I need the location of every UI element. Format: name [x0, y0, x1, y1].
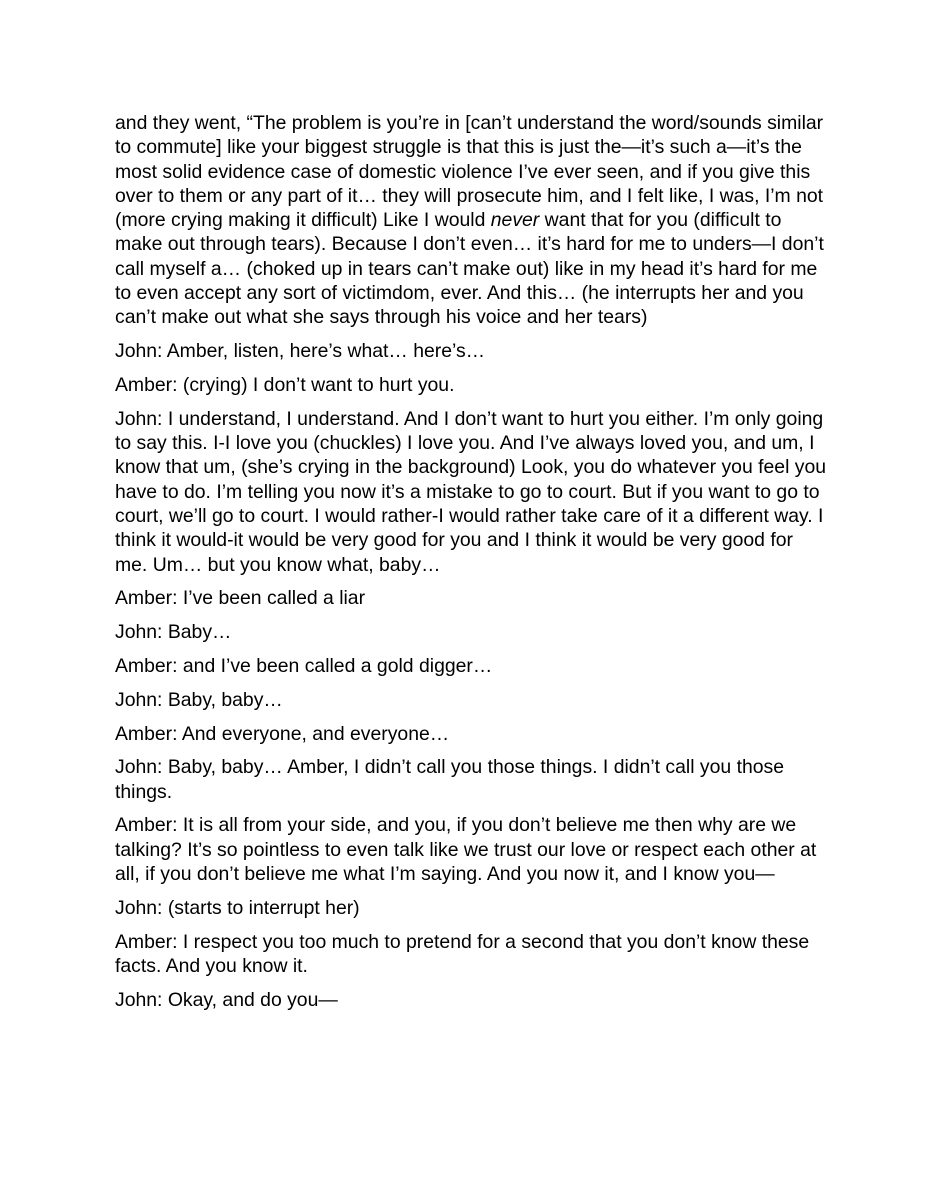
- dialogue-line: John: Baby…: [115, 621, 232, 644]
- dialogue-line: Amber: It is all from your side, and you, if you don’t believe me then why are we talking? It’s so pointless to even talk like we trust our love or respect each other at all, if you don’t believe me what I’m saying. And you now it, and I know you—: [115, 814, 817, 886]
- dialogue-line: John: (starts to interrupt her): [115, 896, 360, 919]
- dialogue-line: Amber: I respect you too much to pretend for a second that you don’t know these facts. And you know it.: [115, 930, 810, 977]
- dialogue-line: Amber: I’ve been called a liar: [115, 587, 366, 610]
- narration-emphasis: never: [490, 209, 540, 232]
- dialogue-line: Amber: (crying) I don’t want to hurt you.: [115, 373, 455, 396]
- paragraph-narration: [115, 111, 830, 330]
- dialogue-line: John: Okay, and do you—: [115, 988, 338, 1011]
- dialogue-line: John: I understand, I understand. And I don’t want to hurt you either. I’m only going to say this. I-I love you (chuckles) I love you. And I’ve always loved you, and um, I know that um, (she’s crying in the background) Look, you do whatever you feel you have to do. I’m telling you now it’s a mistake to go to court. But if you want to go to court, we’ll go to court. I would rather-I would rather take care of it a different way. I think it would-it would be very good for you and I think it would be very good for me. Um… but you know what, baby…: [115, 407, 827, 576]
- narration-text-end: want that for you (difficult to make out through tears). Because I don’t even… it’s hard for me to unders—I don’t call myself a… (choked up in tears can’t make out) like in my head it’s hard for me to even accept any sort of victimdom, ever. And this… (he interrupts her and you can’t make out what she says through his voice and her tears): [115, 209, 824, 329]
- narration-text-start: and they went, “The problem is you’re in [can’t understand the word/sounds similar to commute] like your biggest struggle is that this is just the—it’s such a—it’s the most solid evidence case of domestic violence I’ve ever seen, and if you give this over to them or any part of it… they will prosecute him, and I felt like, I was, I’m not (more crying making it difficult) Like I would: [115, 112, 824, 232]
- transcript-text: [115, 111, 830, 1022]
- dialogue-line: John: Baby, baby… Amber, I didn’t call you those things. I didn’t call you those things.: [115, 756, 785, 803]
- dialogue-line: Amber: And everyone, and everyone…: [115, 722, 450, 745]
- dialogue-line: John: Amber, listen, here’s what… here’s…: [115, 340, 486, 363]
- dialogue-line: Amber: and I’ve been called a gold digger…: [115, 654, 493, 677]
- dialogue-line: John: Baby, baby…: [115, 688, 283, 711]
